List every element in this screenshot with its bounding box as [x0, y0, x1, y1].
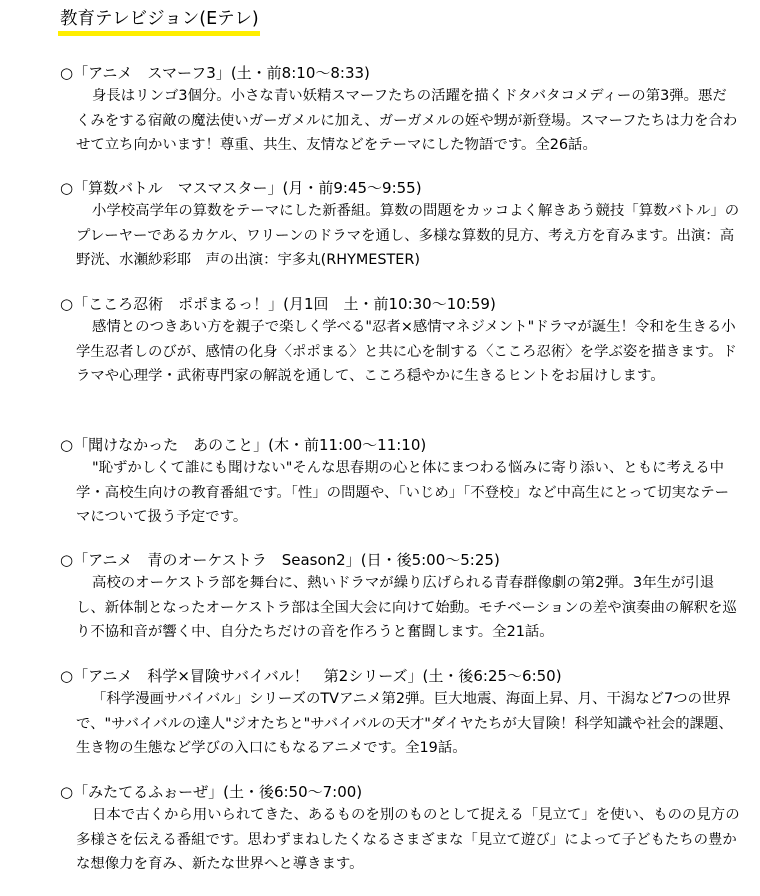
program-description: "恥ずかしくて誰にも聞けない"そんな思春期の心と体にまつわる悩みに寄り添い、ともに考える中学・高校生向けの教育番組です。「性」の問題や、「いじめ」「不登校」など中高生にとって切実なテーマについて扱う予定です。: [76, 460, 730, 525]
program-description: 日本で古くから用いられてきた、あるものを別のものとして捉える「見立て」を使い、ものの見方の多様さを伝える番組です。思わずまねしたくなるさまざまな「見立て遊び」によって子どもたちの豊かな想像力を育み、新たな世界へと導きます。: [76, 807, 740, 872]
program-title: ○「算数バトル マスマスター」(月・前9:45～9:55): [60, 179, 422, 197]
program-entry-mitateru: [60, 781, 740, 877]
program-entry-blue-orchestra: [60, 549, 740, 645]
program-title: ○「アニメ 青のオーケストラ Season2」(日・後5:00～5:25): [60, 551, 500, 569]
program-title: ○「アニメ スマーフ3」(土・前8:10～8:33): [60, 64, 370, 82]
program-title: ○「みたてるふぉーぜ」(土・後6:50～7:00): [60, 783, 363, 801]
program-title: ○「こころ忍術 ポポまるっ！」(月1回 土・前10:30～10:59): [60, 295, 496, 313]
program-description: 小学校高学年の算数をテーマにした新番組。算数の問題をカッコよく解きあう競技「算数バトル」のプレーヤーであるカケル、ワリーンのドラマを通し、多様な算数的見方、考え方を育みます。出演：高野洸、水瀬紗彩耶 声の出演：宇多丸(RHYMESTER): [76, 203, 740, 268]
section-title: 教育テレビジョン(Eテレ): [60, 9, 259, 29]
program-description: 高校のオーケストラ部を舞台に、熱いドラマが繰り広げられる青春群像劇の第2弾。3年生が引退し、新体制となったオーケストラ部は全国大会に向けて始動。モチベーションの差や演奏曲の解釈を巡り不協和音が響く中、自分たちだけの音を作ろうと奮闘します。全21話。: [76, 575, 737, 640]
program-title: ○「アニメ 科学×冒険サバイバル！ 第2シリーズ」(土・後6:25～6:50): [60, 667, 562, 685]
program-description: 感情とのつきあい方を親子で楽しく学べる"忍者×感情マネジメント"ドラマが誕生！令和を生きる小学生忍者しのびが、感情の化身〈ポポまる〉と共に心を制する〈こころ忍術〉を学ぶ姿を描きます。ドラマや心理学・武術専門家の解説を通して、こころ穏やかに生きるヒントをお届けします。: [76, 319, 737, 384]
program-entry-kokoro-ninjutsu: [60, 293, 740, 389]
program-title: ○「聞けなかった あのこと」(木・前11:00～11:10): [60, 436, 427, 454]
program-entry-survival: [60, 665, 740, 761]
program-description: 身長はリンゴ3個分。小さな青い妖精スマーフたちの活躍を描くドタバタコメディーの第3弾。悪だくみをする宿敵の魔法使いガーガメルに加え、ガーガメルの姪や甥が新登場。スマーフたちは力を合わせて立ち向かいます！尊重、共生、友情などをテーマにした物語です。全26話。: [76, 88, 738, 153]
program-entry-math-battle: [60, 177, 740, 273]
title-highlight-underline: [58, 31, 260, 36]
program-entry-kikenakatta: [60, 434, 740, 530]
program-entry-smurfs: [60, 62, 740, 158]
program-description: 「科学漫画サバイバル」シリーズのTVアニメ第2弾。巨大地震、海面上昇、月、干潟など7つの世界で、"サバイバルの達人"ジオたちと"サバイバルの天才"ダイヤたちが大冒険！科学知識や社会的課題、生き物の生態など学びの入口にもなるアニメです。全19話。: [76, 691, 733, 756]
